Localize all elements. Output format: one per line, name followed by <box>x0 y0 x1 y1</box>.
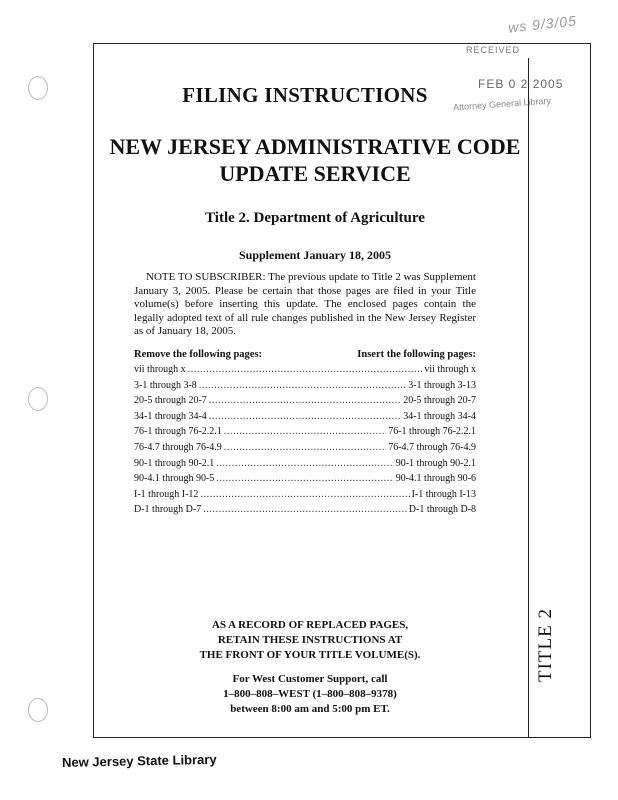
insert-range: 20-5 through 20-7 <box>403 395 476 407</box>
dot-leader <box>224 440 386 456</box>
remove-range: D-1 through D-7 <box>134 504 202 516</box>
binder-hole-top <box>28 76 48 100</box>
dot-leader <box>203 502 407 518</box>
record-notice <box>150 618 470 663</box>
dot-leader <box>216 471 393 487</box>
received-stamp-library: Attorney General Library <box>452 95 552 113</box>
subscriber-note: NOTE TO SUBSCRIBER: The previous update to Title 2 was Supplement January 3, 2005. Please be certain that those pages are filed in your Title volume(s) before inserting this update. The enclosed pages contain the legally adopted text of all rule changes published in the New Jersey Register as of January 18, 2005. <box>134 271 476 338</box>
dot-leader <box>188 362 423 378</box>
customer-support <box>150 672 470 717</box>
binder-hole-bottom <box>28 698 48 722</box>
table-row <box>134 487 476 503</box>
remove-range: 90-1 through 90-2.1 <box>134 457 215 469</box>
title-heading: Title 2. Department of Agriculture <box>205 210 425 226</box>
remove-range: 76-4.7 through 76-4.9 <box>134 441 222 453</box>
insert-range: 34-1 through 34-4 <box>403 410 476 422</box>
insert-range: 76-4.7 through 76-4.9 <box>388 441 476 453</box>
table-row <box>134 456 476 472</box>
dot-leader <box>209 393 401 409</box>
pages-table <box>134 347 476 518</box>
pages-table-header <box>134 347 476 362</box>
filing-instructions-heading: FILING INSTRUCTIONS <box>182 83 428 107</box>
remove-range: I-1 through I-12 <box>134 488 199 500</box>
support-line1: For West Customer Support, call <box>232 673 388 685</box>
dot-leader <box>216 456 393 472</box>
code-heading-line2: UPDATE SERVICE <box>219 161 411 186</box>
insert-range: vii through x <box>424 364 476 375</box>
support-line3: between 8:00 am and 5:00 pm ET. <box>230 703 390 715</box>
title-tab <box>533 595 559 695</box>
remove-header: Remove the following pages: <box>134 349 263 360</box>
remove-range: 34-1 through 34-4 <box>134 410 207 422</box>
handwritten-note: ws 9/3/05 <box>507 12 578 36</box>
pages-table-body <box>134 362 476 518</box>
remove-range: 20-5 through 20-7 <box>134 395 207 407</box>
insert-range: 90-1 through 90-2.1 <box>395 457 476 469</box>
table-row <box>134 378 476 394</box>
table-row <box>134 424 476 440</box>
table-row <box>134 502 476 518</box>
remove-range: 90-4.1 through 90-5 <box>134 473 215 485</box>
table-row <box>134 409 476 425</box>
dot-leader <box>209 409 401 425</box>
remove-range: 3-1 through 3-8 <box>134 379 197 391</box>
remove-range: 76-1 through 76-2.2.1 <box>134 426 222 438</box>
binder-hole-middle <box>28 387 48 411</box>
received-stamp-header: RECEIVED <box>466 45 521 55</box>
insert-range: D-1 through D-8 <box>408 504 476 516</box>
table-row <box>134 471 476 487</box>
remove-range: vii through x <box>134 364 186 375</box>
tab-divider-line <box>528 58 529 738</box>
library-footer: New Jersey State Library <box>61 751 217 770</box>
support-line2: 1–800–808–WEST (1–800–808–9378) <box>223 688 397 700</box>
table-row <box>134 362 476 378</box>
insert-range: 3-1 through 3-13 <box>408 379 476 391</box>
dot-leader <box>224 424 386 440</box>
supplement-heading: Supplement January 18, 2005 <box>238 248 392 262</box>
record-notice-line3: THE FRONT OF YOUR TITLE VOLUME(S). <box>199 649 421 661</box>
insert-range: 90-4.1 through 90-6 <box>395 473 476 485</box>
insert-range: 76-1 through 76-2.2.1 <box>388 426 476 438</box>
received-stamp-date: FEB 0 2 2005 <box>478 77 564 91</box>
title-tab-label: TITLE 2 <box>535 607 557 683</box>
insert-range: I-1 through I-13 <box>411 488 476 500</box>
record-notice-line2: RETAIN THESE INSTRUCTIONS AT <box>217 634 403 646</box>
code-heading <box>105 133 525 187</box>
dot-leader <box>199 378 406 394</box>
table-row <box>134 440 476 456</box>
insert-header: Insert the following pages: <box>357 349 476 360</box>
dot-leader <box>200 487 409 503</box>
code-heading-line1: NEW JERSEY ADMINISTRATIVE CODE <box>109 134 521 159</box>
record-notice-line1: AS A RECORD OF REPLACED PAGES, <box>211 619 409 631</box>
table-row <box>134 393 476 409</box>
